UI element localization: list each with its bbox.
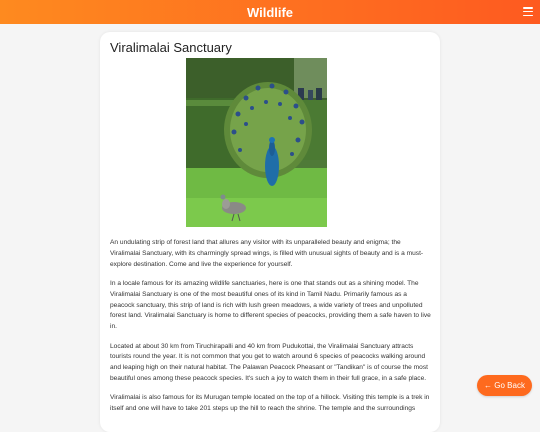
article-paragraph: Located at about 30 km from Tiruchirapalli and 40 km from Pudukottai, the Viralimalai Sanctuary attracts tourists round the year. It is not common that you get to watch around 6 species of peacocks walking around and leaping high on their natural habitat. The Palawan Peacock Pheasant or "Tandikan" is of course the most beautiful ones among these peacock species. It's such a joy to watch them in their full grace, in a safe place. (110, 342, 428, 382)
article-title: Viralimalai Sanctuary (110, 40, 232, 55)
app-header (0, 0, 540, 24)
peacock-photo (186, 58, 327, 227)
article-body (110, 238, 432, 424)
article-paragraph: Viralimalai is also famous for its Murugan temple located on the top of a hillock. Visiting this temple is a trek in itself and one will have to take 201 steps up the hill to reach the shrine. The temple and the surroundings (110, 394, 430, 413)
app-title: Wildlife (246, 4, 294, 20)
hamburger-menu-icon[interactable] (523, 7, 533, 16)
article-paragraph: In a locale famous for its amazing wildlife sanctuaries, here is one that stands out as a shining model. The Viralimalai Sanctuary is one of the most beautiful ones of its kind in Tamil Nadu. Primarily famous as a peacock sanctuary, this strip of land is rich with lush green meadows, a wide variety of trees and unpolluted forest land. Viralimalai Sanctuary is home to different species of peacocks, providing them a safe haven to live in. (110, 279, 431, 331)
article-paragraph: An undulating strip of forest land that allures any visitor with its unparalleled beauty and enigma; the Viralimalai Sanctuary, with its charmingly spread wings, is filled with unusual sights of beauty and is a must-explore destination. Come and live the experience for yourself. (110, 239, 424, 268)
go-back-button[interactable]: ← Go Back (477, 375, 532, 396)
article-card (100, 32, 440, 432)
